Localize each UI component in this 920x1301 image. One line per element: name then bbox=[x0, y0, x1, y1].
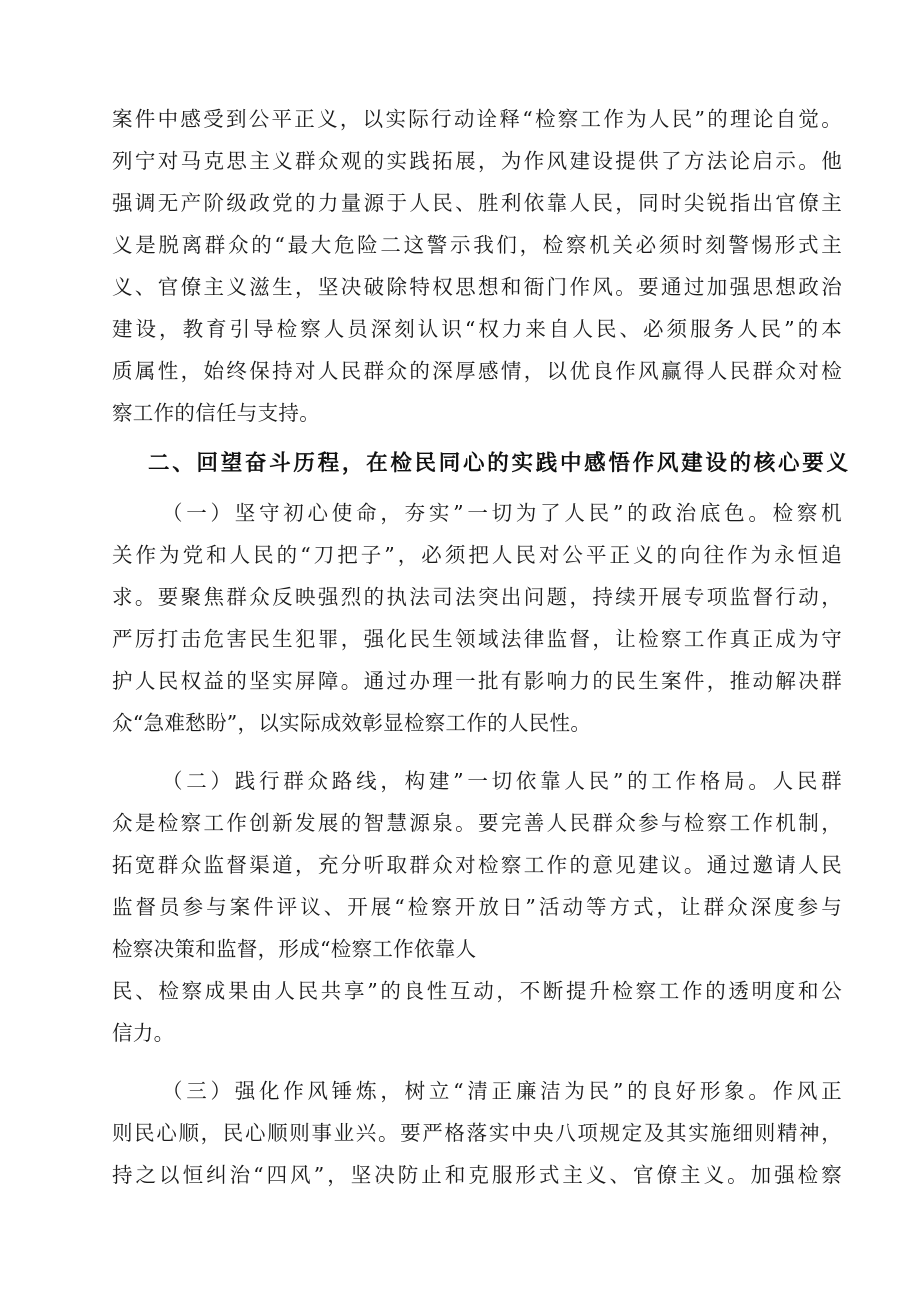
paragraph-line: 义是脱离群众的“最大危险二这警示我们，检察机关必须时刻警惕形式主 bbox=[112, 233, 842, 257]
paragraph-line: 强调无产阶级政党的力量源于人民、胜利依靠人民，同时尖锐指出官僚主 bbox=[112, 191, 842, 215]
paragraph-line: 案件中感受到公平正义，以实际行动诠释“检察工作为人民”的理论自觉。 bbox=[112, 107, 842, 131]
paragraph-line: 察工作的信任与支持。 bbox=[112, 401, 320, 425]
paragraph-line: 众“急难愁盼”，以实际成效彰显检察工作的人民性。 bbox=[112, 711, 592, 735]
paragraph-line: 列宁对马克思主义群众观的实践拓展，为作风建设提供了方法论启示。他 bbox=[112, 149, 842, 173]
paragraph-line: （一）坚守初心使命，夯实”一切为了人民”的政治底色。检察机 bbox=[162, 501, 842, 525]
paragraph-line: 则民心顺，民心顺则事业兴。要严格落实中央八项规定及其实施细则精神， bbox=[112, 1121, 842, 1145]
section-heading: 二、回望奋斗历程，在检民同心的实践中感悟作风建设的核心要义 bbox=[148, 451, 848, 476]
paragraph-line: 护人民权益的坚实屏障。通过办理一批有影响力的民生案件，推动解决群 bbox=[112, 669, 842, 693]
paragraph-line: 拓宽群众监督渠道，充分听取群众对检察工作的意见建议。通过邀请人民 bbox=[112, 853, 842, 877]
paragraph-line: 监督员参与案件评议、开展“检察开放日”活动等方式，让群众深度参与 bbox=[112, 895, 842, 919]
paragraph-line: 信力。 bbox=[112, 1021, 175, 1045]
paragraph-line: 关作为党和人民的“刀把子”，必须把人民对公平正义的向往作为永恒追 bbox=[112, 543, 842, 567]
paragraph-line: （二）践行群众路线，构建”一切依靠人民”的工作格局。人民群 bbox=[162, 769, 842, 793]
paragraph-line: 持之以恒纠治“四风”，坚决防止和克服形式主义、官僚主义。加强检察 bbox=[112, 1163, 842, 1187]
paragraph-line: 建设，教育引导检察人员深刻认识“权力来自人民、必须服务人民”的本 bbox=[112, 317, 842, 341]
paragraph-line: 求。要聚焦群众反映强烈的执法司法突出问题，持续开展专项监督行动， bbox=[112, 585, 842, 609]
paragraph-line: 检察决策和监督，形成“检察工作依靠人 bbox=[112, 937, 477, 961]
paragraph-line: 义、官僚主义滋生，坚决破除特权思想和衙门作风。要通过加强思想政治 bbox=[112, 275, 842, 299]
paragraph-line: 民、检察成果由人民共享”的良性互动，不断提升检察工作的透明度和公 bbox=[112, 979, 842, 1003]
paragraph-line: （三）强化作风锤炼，树立“清正廉洁为民”的良好形象。作风正 bbox=[162, 1079, 842, 1103]
paragraph-line: 众是检察工作创新发展的智慧源泉。要完善人民群众参与检察工作机制， bbox=[112, 811, 842, 835]
paragraph-line: 严厉打击危害民生犯罪，强化民生领域法律监督，让检察工作真正成为守 bbox=[112, 627, 842, 651]
paragraph-line: 质属性，始终保持对人民群众的深厚感情，以优良作风赢得人民群众对检 bbox=[112, 359, 842, 383]
